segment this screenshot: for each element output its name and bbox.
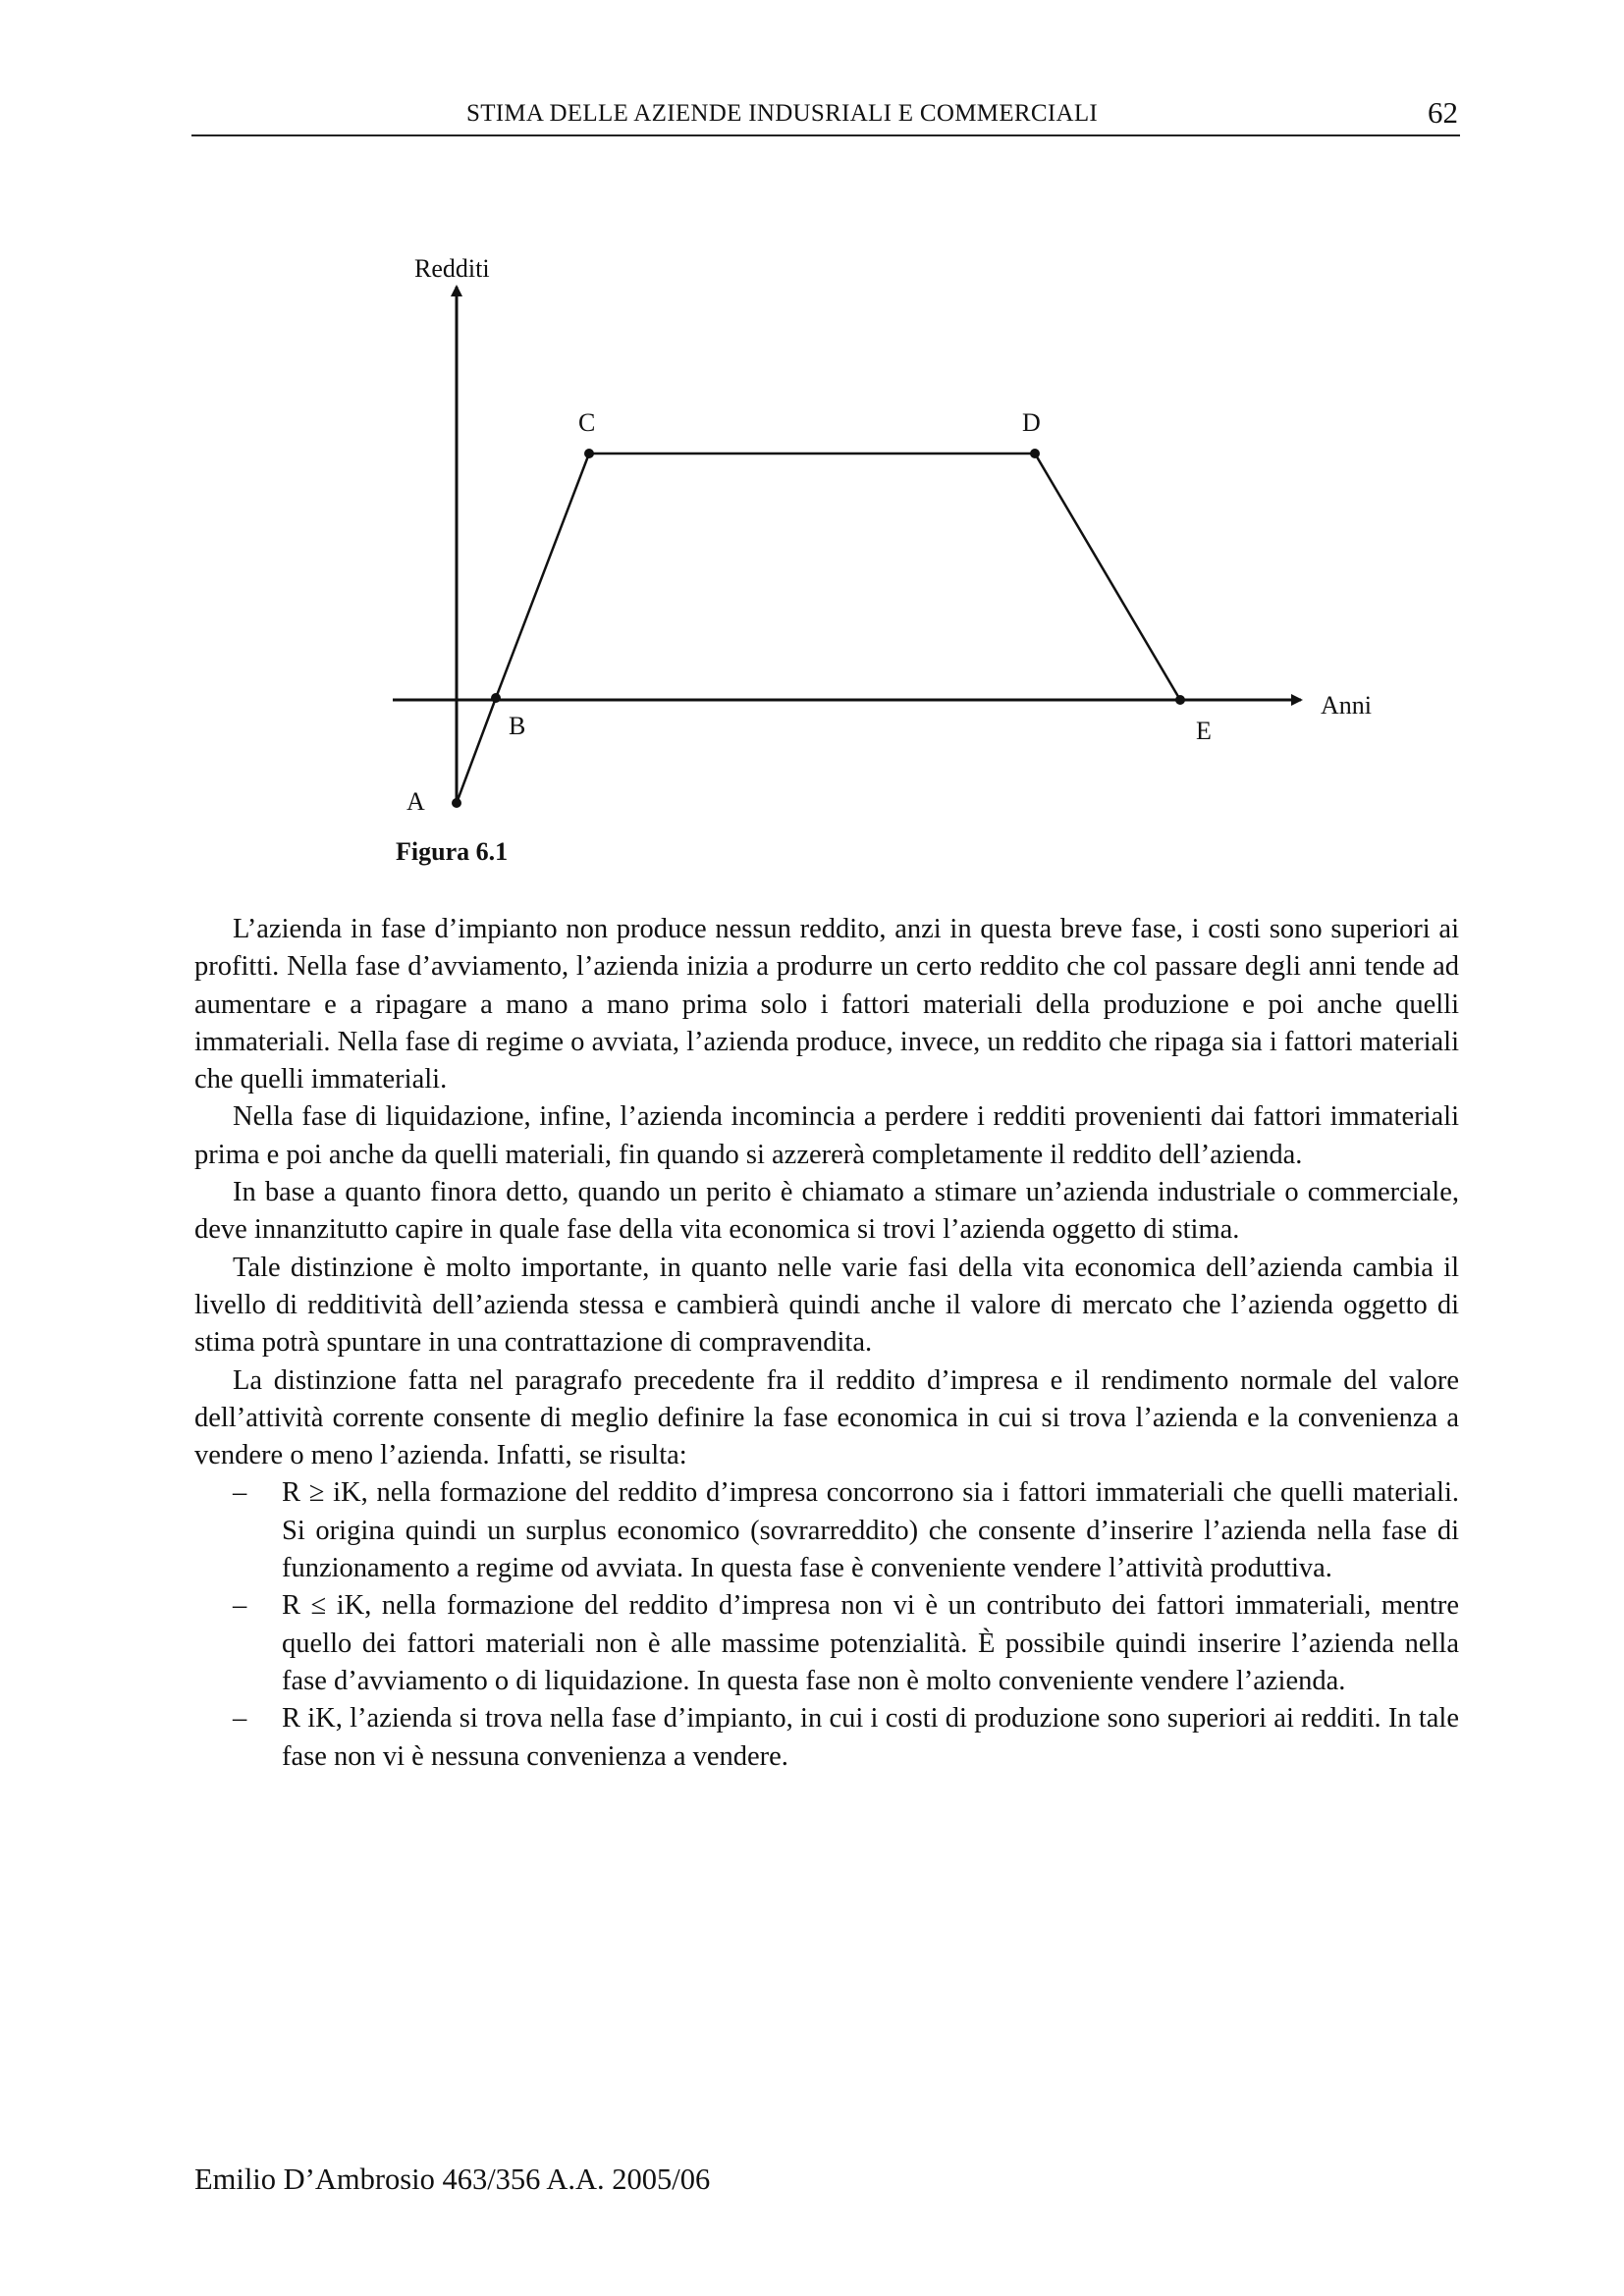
paragraph: La distinzione fatta nel paragrafo precedente fra il reddito d’impresa e il rendimento normale del valore dell’attività corrente consente di meglio definire la fase economica in cui si trova l’azienda e la convenienza a vendere o meno l’azienda. Infatti, se risulta:	[194, 1364, 1459, 1471]
list-item-text: R ≤ iK, nella formazione del reddito d’impresa non vi è un contributo dei fattori immateriali, mentre quello dei fattori materiali non è alle massime potenzialità. È possibile quindi inserire l’azienda nella fase d’avviamento o di liquidazione. In questa fase non è molto conveniente vendere l’azienda.	[282, 1590, 1459, 1696]
point-c-marker	[584, 449, 594, 458]
body-text	[194, 911, 1459, 1776]
paragraph: In base a quanto finora detto, quando un perito è chiamato a stimare un’azienda industriale o commerciale, deve innanzitutto capire in quale fase della vita economica si trovi l’azienda oggetto di stima.	[194, 1177, 1459, 1246]
figure-caption: Figura 6.1	[396, 837, 509, 866]
page-number: 62	[1428, 95, 1458, 130]
point-a-label: A	[406, 787, 425, 816]
point-a-marker	[452, 798, 461, 808]
list-item	[194, 1474, 1459, 1587]
point-b-label: B	[509, 712, 526, 740]
y-axis-label: Redditi	[414, 254, 490, 283]
list-dash: –	[233, 1590, 247, 1622]
list-dash: –	[233, 1703, 247, 1735]
point-c-label: C	[578, 408, 596, 437]
x-axis-label: Anni	[1321, 691, 1372, 720]
paragraph: Nella fase di liquidazione, infine, l’azienda incomincia a perdere i redditi provenienti dai fattori immateriali prima e poi anche da quelli materiali, fin quando si azzererà completamente il reddito dell’azienda.	[194, 1101, 1459, 1170]
list-item	[194, 1587, 1459, 1700]
paragraph: L’azienda in fase d’impianto non produce nessun reddito, anzi in questa breve fase, i costi sono superiori ai profitti. Nella fase d’avviamento, l’azienda inizia a produrre un certo reddito che col passare degli anni tende ad aumentare e a ripagare a mano a mano prima solo i fattori materiali della produzione e poi anche quelli immateriali. Nella fase di regime o avviata, l’azienda produce, invece, un reddito che ripaga sia i fattori materiali che quelli immateriali.	[194, 914, 1459, 1095]
point-b-marker	[491, 693, 501, 703]
list-item-text: R iK, l’azienda si trova nella fase d’impianto, in cui i costi di produzione sono superiori ai redditi. In tale fase non vi è nessuna convenienza a vendere.	[282, 1703, 1459, 1772]
income-curve	[457, 454, 1180, 803]
point-e-marker	[1175, 695, 1185, 705]
list-dash: –	[233, 1477, 247, 1509]
page-footer: Emilio D’Ambrosio 463/356 A.A. 2005/06	[194, 2163, 711, 2196]
condition-list	[194, 1474, 1459, 1775]
point-e-label: E	[1196, 717, 1212, 745]
point-d-marker	[1030, 449, 1040, 458]
paragraph: Tale distinzione è molto importante, in quanto nelle varie fasi della vita economica dell’azienda cambia il livello di redditività dell’azienda stessa e cambierà quindi anche il valore di mercato che l’azienda oggetto di stima potrà spuntare in una contrattazione di compravendita.	[194, 1252, 1459, 1359]
header-title: STIMA DELLE AZIENDE INDUSRIALI E COMMERCIALI	[466, 100, 1099, 127]
list-item	[194, 1700, 1459, 1776]
point-d-label: D	[1022, 408, 1041, 437]
income-lifecycle-figure	[0, 0, 1624, 903]
list-item-text: R ≥ iK, nella formazione del reddito d’impresa concorrono sia i fattori immateriali che quelli materiali. Si origina quindi un surplus economico (sovrarreddito) che consente d’inserire l’azienda nella fase di funzionamento a regime od avviata. In questa fase è conveniente vendere l’attività produttiva.	[282, 1477, 1459, 1584]
